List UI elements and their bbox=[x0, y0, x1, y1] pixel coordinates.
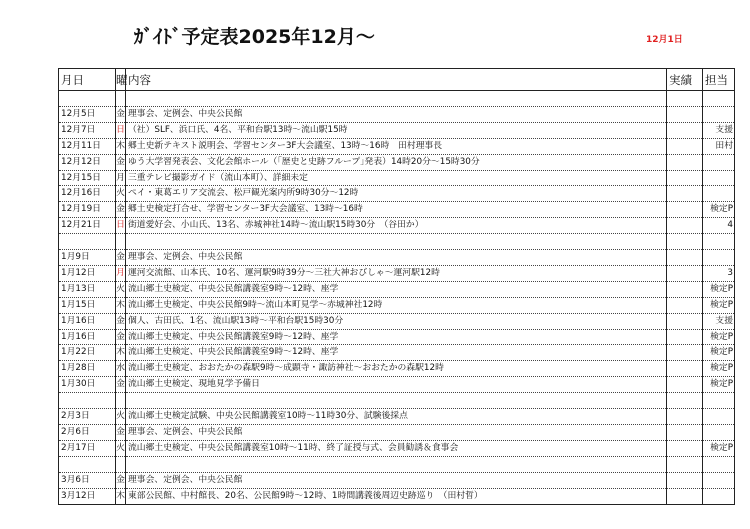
cell-content: 東部公民館、中村館長、20名、公民館9時～12時、1時間講義後周辺史跡巡り （田村晢） bbox=[126, 488, 667, 504]
cell-day: 木 bbox=[116, 138, 126, 154]
cell-result bbox=[667, 329, 703, 345]
table-row bbox=[59, 440, 735, 456]
table-row bbox=[59, 202, 735, 218]
table-row bbox=[59, 297, 735, 313]
table-row bbox=[59, 345, 735, 361]
cell-content: （社）SLF、浜口氏、4名、平和台駅13時～流山駅15時 bbox=[126, 122, 667, 138]
cell-day: 月 bbox=[116, 265, 126, 281]
cell-content: ペイ・東葛エリア交流会、松戸観光案内所9時30分～12時 bbox=[126, 186, 667, 202]
cell-date: 1月9日 bbox=[59, 250, 116, 266]
table-row bbox=[59, 313, 735, 329]
cell-result bbox=[667, 377, 703, 393]
cell-date: 12月11日 bbox=[59, 138, 116, 154]
cell-date: 12月19日 bbox=[59, 202, 116, 218]
cell-staff: 検定P bbox=[703, 345, 735, 361]
cell-staff: 検定P bbox=[703, 440, 735, 456]
cell-result bbox=[667, 488, 703, 504]
cell-content bbox=[126, 393, 667, 409]
cell-date bbox=[59, 234, 116, 250]
cell-day: 日 bbox=[116, 122, 126, 138]
cell-day: 水 bbox=[116, 361, 126, 377]
cell-result bbox=[667, 154, 703, 170]
cell-date: 1月12日 bbox=[59, 265, 116, 281]
cell-day: 火 bbox=[116, 186, 126, 202]
cell-staff bbox=[703, 91, 735, 107]
header-content: 内容 bbox=[126, 69, 667, 91]
cell-content: 流山郷土史検定、中央公民館講義室10時～11時、終了証授与式、会員勧誘＆食事会 bbox=[126, 440, 667, 456]
cell-day bbox=[116, 393, 126, 409]
table-row bbox=[59, 218, 735, 234]
cell-staff: 4 bbox=[703, 218, 735, 234]
cell-date bbox=[59, 456, 116, 472]
cell-date: 12月12日 bbox=[59, 154, 116, 170]
cell-day: 金 bbox=[116, 424, 126, 440]
cell-result bbox=[667, 281, 703, 297]
cell-content bbox=[126, 91, 667, 107]
table-row bbox=[59, 138, 735, 154]
cell-date: 12月21日 bbox=[59, 218, 116, 234]
cell-date: 2月17日 bbox=[59, 440, 116, 456]
cell-date bbox=[59, 393, 116, 409]
cell-content: 流山郷土史検定試験、中央公民館講義室10時～11時30分、試験後採点 bbox=[126, 409, 667, 425]
cell-staff bbox=[703, 186, 735, 202]
cell-date bbox=[59, 91, 116, 107]
cell-day: 金 bbox=[116, 313, 126, 329]
cell-day: 火 bbox=[116, 409, 126, 425]
cell-staff: 支援 bbox=[703, 122, 735, 138]
cell-content: 流山郷土史検定、おおたかの森駅9時～成顕寺・諏訪神社～おおたかの森駅12時 bbox=[126, 361, 667, 377]
cell-date: 12月15日 bbox=[59, 170, 116, 186]
cell-content: 個人、古田氏、1名、流山駅13時～平和台駅15時30分 bbox=[126, 313, 667, 329]
cell-content: 理事会、定例会、中央公民館 bbox=[126, 472, 667, 488]
cell-result bbox=[667, 440, 703, 456]
cell-content bbox=[126, 456, 667, 472]
table-row bbox=[59, 456, 735, 472]
cell-staff bbox=[703, 154, 735, 170]
cell-content: ゆう大学習発表会、文化会館ホール（｢歴史と史跡フループ｣発表）14時20分～15時30分 bbox=[126, 154, 667, 170]
cell-date: 1月16日 bbox=[59, 329, 116, 345]
cell-day: 火 bbox=[116, 440, 126, 456]
table-row bbox=[59, 91, 735, 107]
table-row bbox=[59, 409, 735, 425]
table-row bbox=[59, 377, 735, 393]
cell-content: 理事会、定例会、中央公民館 bbox=[126, 250, 667, 266]
cell-content: 街道愛好会、小山氏、13名、赤城神社14時～流山駅15時30分 （谷田か） bbox=[126, 218, 667, 234]
table-row bbox=[59, 106, 735, 122]
cell-content: 流山郷土史検定、中央公民館講義室9時～12時、座学 bbox=[126, 281, 667, 297]
cell-day: 火 bbox=[116, 281, 126, 297]
cell-date: 12月16日 bbox=[59, 186, 116, 202]
cell-result bbox=[667, 106, 703, 122]
table-header-row bbox=[59, 69, 735, 91]
cell-content: 流山郷土史検定、中央公民館講義室9時～12時、座学 bbox=[126, 329, 667, 345]
cell-content: 運河交流館、山本氏、10名、運河駅9時39分～三社大神おびしゃ～運河駅12時 bbox=[126, 265, 667, 281]
cell-date: 1月22日 bbox=[59, 345, 116, 361]
cell-content: 流山郷土史検定、中央公民館9時～流山本町見学～赤城神社12時 bbox=[126, 297, 667, 313]
cell-staff bbox=[703, 488, 735, 504]
table-row bbox=[59, 281, 735, 297]
cell-date: 1月13日 bbox=[59, 281, 116, 297]
table-row bbox=[59, 472, 735, 488]
cell-day: 木 bbox=[116, 345, 126, 361]
table-row bbox=[59, 393, 735, 409]
cell-staff: 検定P bbox=[703, 377, 735, 393]
cell-content bbox=[126, 234, 667, 250]
cell-result bbox=[667, 202, 703, 218]
cell-result bbox=[667, 122, 703, 138]
cell-result bbox=[667, 361, 703, 377]
table-row bbox=[59, 424, 735, 440]
cell-day: 木 bbox=[116, 488, 126, 504]
cell-day: 日 bbox=[116, 218, 126, 234]
schedule-table bbox=[58, 68, 735, 505]
table-row bbox=[59, 234, 735, 250]
cell-day: 金 bbox=[116, 202, 126, 218]
table-row bbox=[59, 154, 735, 170]
cell-date: 12月7日 bbox=[59, 122, 116, 138]
cell-result bbox=[667, 218, 703, 234]
header-staff: 担当 bbox=[703, 69, 735, 91]
cell-date: 2月3日 bbox=[59, 409, 116, 425]
table-row bbox=[59, 250, 735, 266]
cell-result bbox=[667, 313, 703, 329]
cell-date: 1月16日 bbox=[59, 313, 116, 329]
cell-staff bbox=[703, 170, 735, 186]
cell-result bbox=[667, 170, 703, 186]
cell-date: 12月5日 bbox=[59, 106, 116, 122]
cell-day bbox=[116, 456, 126, 472]
cell-staff: 検定P bbox=[703, 297, 735, 313]
cell-date: 3月6日 bbox=[59, 472, 116, 488]
cell-day bbox=[116, 91, 126, 107]
cell-day: 金 bbox=[116, 329, 126, 345]
cell-day: 金 bbox=[116, 472, 126, 488]
cell-content: 流山郷土史検定、現地見学予備日 bbox=[126, 377, 667, 393]
cell-content: 郷土史新テキスト説明会、学習センター3F大会議室、13時～16時 田村理事長 bbox=[126, 138, 667, 154]
cell-staff bbox=[703, 250, 735, 266]
cell-staff bbox=[703, 393, 735, 409]
table-row bbox=[59, 170, 735, 186]
cell-content: 三重テレビ撮影ガイド（流山本町）、詳細未定 bbox=[126, 170, 667, 186]
cell-result bbox=[667, 234, 703, 250]
cell-staff: 検定P bbox=[703, 281, 735, 297]
cell-staff: 検定P bbox=[703, 202, 735, 218]
cell-result bbox=[667, 424, 703, 440]
cell-date: 2月6日 bbox=[59, 424, 116, 440]
cell-day: 月 bbox=[116, 170, 126, 186]
cell-day: 金 bbox=[116, 106, 126, 122]
cell-result bbox=[667, 250, 703, 266]
cell-content: 郷土史検定打合せ、学習センター3F大会議室、13時～16時 bbox=[126, 202, 667, 218]
cell-date: 1月28日 bbox=[59, 361, 116, 377]
cell-day: 金 bbox=[116, 154, 126, 170]
cell-staff: 検定P bbox=[703, 329, 735, 345]
cell-result bbox=[667, 409, 703, 425]
cell-day bbox=[116, 234, 126, 250]
cell-result bbox=[667, 472, 703, 488]
cell-staff bbox=[703, 409, 735, 425]
issue-date: 12月1日 bbox=[646, 35, 683, 45]
cell-result bbox=[667, 456, 703, 472]
cell-date: 3月12日 bbox=[59, 488, 116, 504]
cell-staff: 検定P bbox=[703, 361, 735, 377]
cell-content: 理事会、定例会、中央公民館 bbox=[126, 106, 667, 122]
table-row bbox=[59, 488, 735, 504]
table-row bbox=[59, 122, 735, 138]
cell-day: 木 bbox=[116, 297, 126, 313]
cell-staff: 支援 bbox=[703, 313, 735, 329]
cell-result bbox=[667, 186, 703, 202]
cell-day: 金 bbox=[116, 250, 126, 266]
cell-content: 流山郷土史検定、中央公民館講義室9時～12時、座学 bbox=[126, 345, 667, 361]
table-row bbox=[59, 329, 735, 345]
cell-date: 1月15日 bbox=[59, 297, 116, 313]
cell-result bbox=[667, 297, 703, 313]
cell-staff: 田村 bbox=[703, 138, 735, 154]
cell-content: 理事会、定例会、中央公民館 bbox=[126, 424, 667, 440]
header-date: 月日 bbox=[59, 69, 116, 91]
cell-result bbox=[667, 138, 703, 154]
table-row bbox=[59, 361, 735, 377]
cell-result bbox=[667, 393, 703, 409]
cell-result bbox=[667, 91, 703, 107]
header-day: 曜 bbox=[116, 69, 126, 91]
cell-staff bbox=[703, 424, 735, 440]
page-title: ｶﾞｲﾄﾞ予定表2025年12月～ bbox=[134, 26, 375, 48]
table-row bbox=[59, 265, 735, 281]
table-row bbox=[59, 186, 735, 202]
cell-result bbox=[667, 345, 703, 361]
cell-staff bbox=[703, 456, 735, 472]
cell-staff: 3 bbox=[703, 265, 735, 281]
cell-staff bbox=[703, 106, 735, 122]
header-result: 実績 bbox=[667, 69, 703, 91]
cell-day: 金 bbox=[116, 377, 126, 393]
cell-staff bbox=[703, 234, 735, 250]
cell-result bbox=[667, 265, 703, 281]
cell-staff bbox=[703, 472, 735, 488]
cell-date: 1月30日 bbox=[59, 377, 116, 393]
